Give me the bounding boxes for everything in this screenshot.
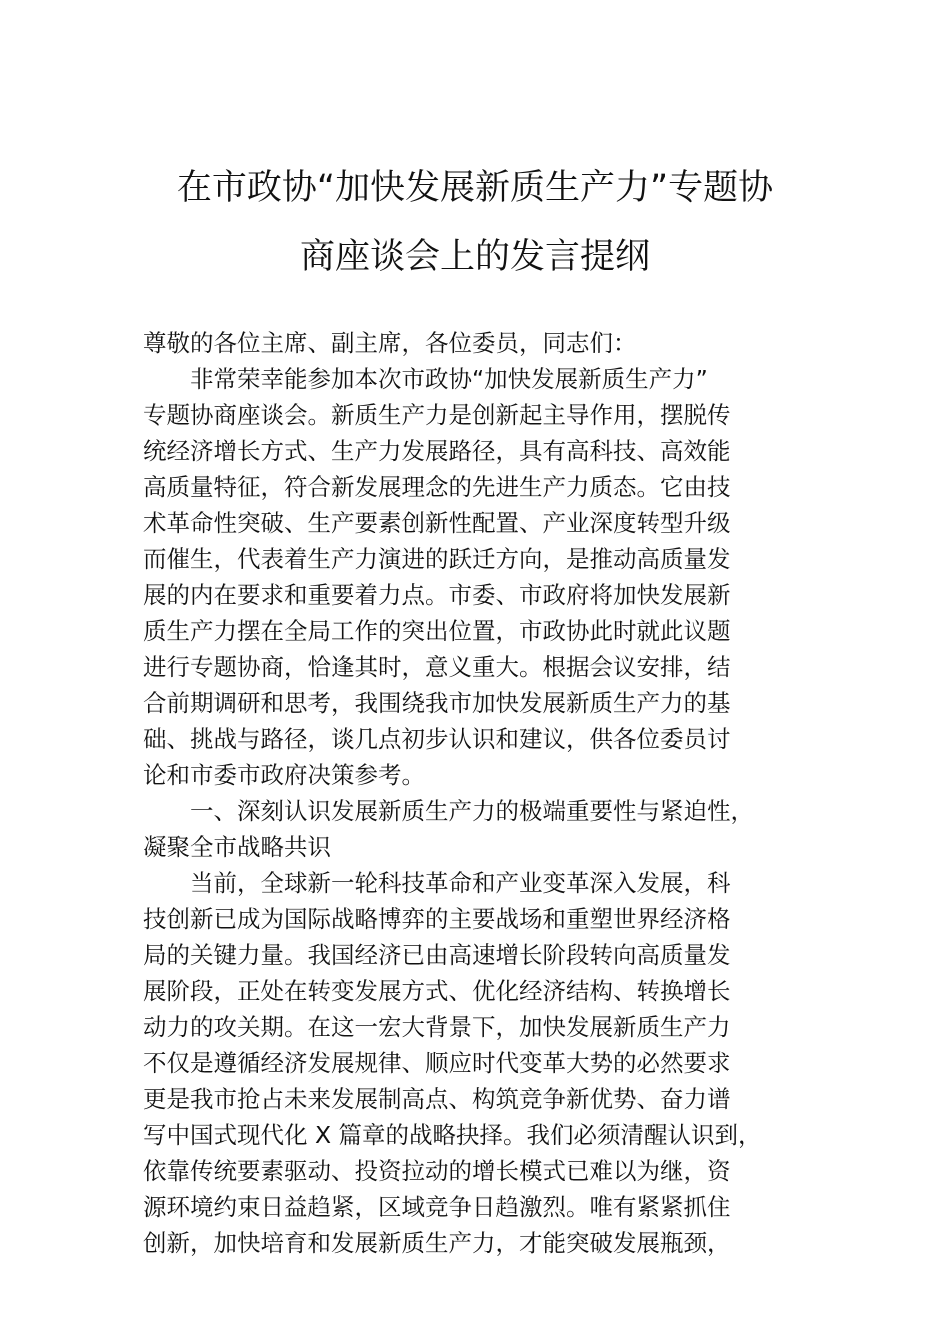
paragraph-line: 专题协商座谈会。新质生产力是创新起主导作用，摆脱传 xyxy=(143,401,731,429)
paragraph-line: 依靠传统要素驱动、投资拉动的增长模式已难以为继，资 xyxy=(143,1157,731,1185)
paragraph-line: 展阶段，正处在转变发展方式、优化经济结构、转换增长 xyxy=(143,977,731,1005)
paragraph-line: 当前，全球新一轮科技革命和产业变革深入发展，科 xyxy=(190,869,731,897)
salutation: 尊敬的各位主席、副主席，各位委员，同志们： xyxy=(143,329,637,357)
paragraph-line: 技创新已成为国际战略博弈的主要战场和重塑世界经济格 xyxy=(143,905,731,933)
paragraph-line: 动力的攻关期。在这一宏大背景下，加快发展新质生产力 xyxy=(143,1013,731,1041)
paragraph-line: 局的关键力量。我国经济已由高速增长阶段转向高质量发 xyxy=(143,941,731,969)
document-title-line-1: 在市政协“加快发展新质生产力”专题协 xyxy=(176,168,774,208)
paragraph-line: 源环境约束日益趋紧，区域竞争日趋激烈。唯有紧紧抓住 xyxy=(143,1193,731,1221)
document-title-line-2: 商座谈会上的发言提纲 xyxy=(299,237,650,277)
paragraph-line: 创新，加快培育和发展新质生产力，才能突破发展瓶颈， xyxy=(143,1229,731,1257)
paragraph-line: 而催生，代表着生产力演进的跃迁方向，是推动高质量发 xyxy=(143,545,731,573)
paragraph-line: 合前期调研和思考，我围绕我市加快发展新质生产力的基 xyxy=(143,689,731,717)
paragraph-line: 础、挑战与路径，谈几点初步认识和建议，供各位委员讨 xyxy=(143,725,731,753)
paragraph-line: 展的内在要求和重要着力点。市委、市政府将加快发展新 xyxy=(143,581,731,609)
paragraph-line: 不仅是遵循经济发展规律、顺应时代变革大势的必然要求 xyxy=(143,1049,731,1077)
paragraph-line: 统经济增长方式、生产力发展路径，具有高科技、高效能 xyxy=(143,437,731,465)
paragraph-line: 质生产力摆在全局工作的突出位置，市政协此时就此议题 xyxy=(143,617,731,645)
paragraph-line: 更是我市抢占未来发展制高点、构筑竞争新优势、奋力谱 xyxy=(143,1085,731,1113)
paragraph-line: 进行专题协商，恰逢其时，意义重大。根据会议安排，结 xyxy=(143,653,731,681)
paragraph-line: 写中国式现代化 X 篇章的战略抉择。我们必须清醒认识到， xyxy=(143,1121,762,1149)
paragraph-line: 术革命性突破、生产要素创新性配置、产业深度转型升级 xyxy=(143,509,731,537)
paragraph-line: 高质量特征，符合新发展理念的先进生产力质态。它由技 xyxy=(143,473,731,501)
paragraph-line: 论和市委市政府决策参考。 xyxy=(143,761,425,789)
section-heading-line: 凝聚全市战略共识 xyxy=(143,833,331,861)
paragraph-line: 非常荣幸能参加本次市政协“加快发展新质生产力” xyxy=(190,365,708,393)
section-heading-line: 一、深刻认识发展新质生产力的极端重要性与紧迫性， xyxy=(190,797,754,825)
